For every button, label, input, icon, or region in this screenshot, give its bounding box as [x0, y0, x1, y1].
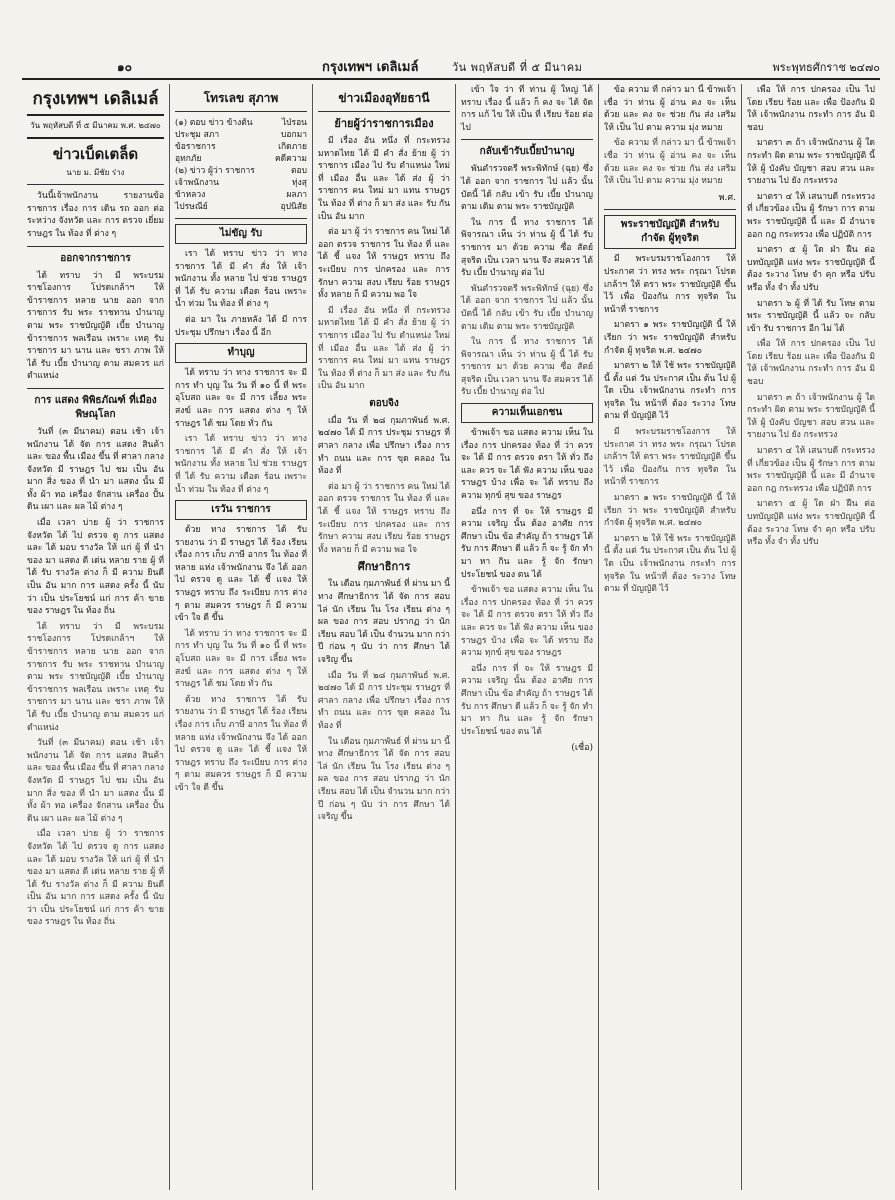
article-heading: พระราชบัญญัติ สำหรับ กำจัด ผู้ทุจริต — [604, 215, 736, 249]
article-paragraph: ข้าพเจ้า ขอ แสดง ความ เห็น ใน เรื่อง การ ปกครอง ท้อง ที่ ว่า ควร จะ ได้ มี การ ตรวจ ตรา ให้ ทั่ว ถึง และ ควร จะ ได้ ฟัง ความ เห็น ของ ราษฎร บ้าง เพื่อ จะ ได้ ทราบ ถึง ความ ทุกข์ สุข ของ ราษฎร — [461, 428, 593, 502]
article-paragraph: ใน การ นี้ ทาง ราชการ ได้ พิจารณา เห็น ว่า ท่าน ผู้ นี้ ได้ รับ ราชการ มา ด้วย ความ ซื่อ สัตย์ สุจริต เป็น เวลา นาน จึง สมควร ได้ รับ เบี้ย บำนาญ ต่อ ไป — [461, 337, 593, 398]
article-paragraph: เรา ได้ ทราบ ข่าว ว่า ทาง ราชการ ได้ มี คำ สั่ง ให้ เจ้าพนักงาน ทั้ง หลาย ไป ช่วย ราษฎร ที่ ได้ รับ ความ เดือด ร้อน เพราะ น้ำ ท่วม ใน ท้อง ที่ ต่าง ๆ — [175, 249, 307, 310]
divider — [27, 246, 164, 247]
column-2 — [170, 84, 313, 1190]
byline: นาย ม. มีชัย ร่าง — [66, 167, 125, 177]
article-paragraph: วันที่ (๓ มีนาคม) ตอน เช้า เจ้าพนักงาน ได้ จัด การ แสดง สินค้า และ ของ พื้น เมือง ขึ้น ที่ ศาลา กลาง จังหวัด มี ราษฎร ไป ชม เป็น อัน มาก สิ่ง ของ ที่ นำ มา แสดง นั้น มี ทั้ง ผ้า ทอ เครื่อง จักสาน เครื่อง ปั้น ดิน เผา และ ผล ไม้ ต่าง ๆ — [27, 426, 164, 513]
article-paragraph: มี พระบรมราชโองการ ให้ ประกาศ ว่า ทรง พระ กรุณา โปรดเกล้าฯ ให้ ตรา พระ ราชบัญญัติ ขึ้น ไว้ เพื่อ ป้องกัน การ ทุจริต ใน หน้าที่ ราชการ — [604, 254, 736, 315]
divider — [27, 137, 164, 139]
column-5 — [599, 84, 742, 1190]
masthead — [22, 52, 880, 80]
article-paragraph: ข้าพเจ้า ขอ แสดง ความ เห็น ใน เรื่อง การ ปกครอง ท้อง ที่ ว่า ควร จะ ได้ มี การ ตรวจ ตรา ให้ ทั่ว ถึง และ ควร จะ ได้ ฟัง ความ เห็น ของ ราษฎร บ้าง เพื่อ จะ ได้ ทราบ ถึง ความ ทุกข์ สุข ของ ราษฎร — [461, 585, 593, 659]
divider — [318, 111, 450, 112]
divider — [175, 218, 307, 219]
article-paragraph: ใน เดือน กุมภาพันธ์ ที่ ผ่าน มา นี้ ทาง ศึกษาธิการ ได้ จัด การ สอบ ไล่ นัก เรียน ใน โรง เรียน ต่าง ๆ ผล ของ การ สอบ ปรากฏ ว่า นัก เรียน สอบ ได้ เป็น จำนวน มาก กว่า ปี ก่อน ๆ นับ ว่า การ ศึกษา ได้ เจริญ ขึ้น — [318, 736, 450, 823]
columns — [22, 84, 880, 1190]
article-heading: ออกจากราชการ — [60, 252, 131, 264]
paper-title: กรุงเทพฯ เดลิเมล์ — [32, 89, 159, 109]
paper-name: กรุงเทพฯ เดลิเมล์ — [322, 60, 419, 75]
article-heading: โทรเลข สุภาพ — [203, 91, 279, 105]
article-paragraph: เมื่อ เวลา บ่าย ผู้ ว่า ราชการ จังหวัด ได้ ไป ตรวจ ดู การ แสดง และ ได้ มอบ รางวัล ให้ แก่ ผู้ ที่ นำ ของ มา แสดง ดี เด่น หลาย ราย ผู้ ที่ ได้ รับ รางวัล ต่าง ก็ มี ความ ยินดี เป็น อัน มาก การ แสดง ครั้ง นี้ นับ ว่า เป็น ประโยชน์ แก่ การ ค้า ขาย ของ ราษฎร ใน ท้อง ถิ่น — [27, 518, 164, 617]
article-paragraph: ใน การ นี้ ทาง ราชการ ได้ พิจารณา เห็น ว่า ท่าน ผู้ นี้ ได้ รับ ราชการ มา ด้วย ความ ซื่อ สัตย์ สุจริต เป็น เวลา นาน จึง สมควร ได้ รับ เบี้ย บำนาญ ต่อ ไป — [461, 217, 593, 279]
divider — [27, 184, 164, 185]
article-paragraph: ด้วย ทาง ราชการ ได้ รับ รายงาน ว่า มี ราษฎร ได้ ร้อง เรียน เรื่อง การ เก็บ ภาษี อากร ใน ท้อง ที่ หลาย แห่ง เจ้าพนักงาน จึง ได้ ออก ไป ตรวจ ดู และ ได้ ชี้ แจง ให้ ราษฎร ทราบ ถึง ระเบียบ การ ต่าง ๆ ตาม สมควร ราษฎร ก็ มี ความ เข้า ใจ ดี ขึ้น — [175, 525, 307, 624]
list-item: ข้อราชการ เกิดภาย — [175, 142, 307, 152]
list-item: อุทกภัย คดีความ — [175, 154, 307, 164]
article-paragraph: เข้า ใจ ว่า ที่ ท่าน ผู้ ใหญ่ ได้ ทราบ เรื่อง นี้ แล้ว ก็ คง จะ ได้ จัด การ แก้ ไข ให้ เป็น ที่ เรียบ ร้อย ต่อ ไป — [461, 85, 593, 133]
article-heading: เรวัน ราชการ — [175, 500, 307, 520]
article-paragraph: มาตรา ๒ ให้ ใช้ พระ ราชบัญญัติ นี้ ตั้ง แต่ วัน ประกาศ เป็น ต้น ไป ผู้ ใด เป็น เจ้าพนักงาน กระทำ การ ทุจริต ใน หน้าที่ ต้อง ระวาง โทษ ตาม ที่ บัญญัติ ไว้ — [604, 361, 736, 422]
telegram-list — [175, 117, 307, 213]
article-paragraph: มาตรา ๔ ให้ เสนาบดี กระทรวง ที่ เกี่ยวข้อง เป็น ผู้ รักษา การ ตาม พระ ราชบัญญัติ นี้ และ มี อำนาจ ออก กฎ กระทรวง เพื่อ ปฏิบัติ การ — [747, 446, 875, 494]
article-paragraph: ต่อ มา ผู้ ว่า ราชการ คน ใหม่ ได้ ออก ตรวจ ราชการ ใน ท้อง ที่ และ ได้ ชี้ แจง ให้ ราษฎร ทราบ ถึง ระเบียบ การ ปกครอง และ การ รักษา ความ สงบ เรียบ ร้อย ราษฎร ทั้ง หลาย ก็ มี ความ พอ ใจ — [318, 481, 451, 555]
article-paragraph: ได้ ทราบ ว่า มี พระบรมราชโองการ โปรดเกล้าฯ ให้ข้าราชการ หลาย นาย ออก จาก ราชการ รับ พระ ราชทาน บำนาญ ตาม พระ ราชบัญญัติ เบี้ย บำนาญ ข้าราชการ พลเรือน เพราะ เหตุ รับ ราชการ มา นาน และ ชรา ภาพ ให้ ได้ รับ เบี้ย บำนาญ ตาม สมควร แก่ ตำแหน่ง — [27, 270, 164, 382]
article-heading: กลับเข้ารับเบี้ยบำนาญ — [479, 146, 575, 158]
issue-date: วัน พฤหัสบดี ที่ ๕ มีนาคม — [452, 61, 583, 74]
list-item: (๒) ข่าว ผู้ว่า ราชการ ตอบ — [175, 166, 307, 176]
signature: (เชื่อ) — [571, 743, 593, 754]
article-paragraph: อนึ่ง การ ที่ จะ ให้ ราษฎร มี ความ เจริญ นั้น ต้อง อาศัย การ ศึกษา เป็น ข้อ สำคัญ ถ้า ราษฎร ได้ รับ การ ศึกษา ดี แล้ว ก็ จะ รู้ จัก ทำ มา หา กิน และ รู้ จัก รักษา ประโยชน์ ของ ตน ได้ — [461, 506, 593, 580]
article-paragraph: มาตรา ๓ ถ้า เจ้าพนักงาน ผู้ ใด กระทำ ผิด ตาม พระ ราชบัญญัติ นี้ ให้ ผู้ บังคับ บัญชา สอบ สวน และ รายงาน ไป ยัง กระทรวง — [747, 392, 875, 441]
article-paragraph: มี พระบรมราชโองการ ให้ ประกาศ ว่า ทรง พระ กรุณา โปรดเกล้าฯ ให้ ตรา พระ ราชบัญญัติ ขึ้น ไว้ เพื่อ ป้องกัน การ ทุจริต ใน หน้าที่ ราชการ — [604, 427, 736, 488]
signature: พ.ศ. — [718, 192, 736, 203]
article-paragraph: ข้อ ความ ที่ กล่าว มา นี้ ข้าพเจ้า เชื่อ ว่า ท่าน ผู้ อ่าน คง จะ เห็น ด้วย และ คง จะ ช่วย กัน ส่ง เสริม ให้ เป็น ไป ตาม ความ มุ่ง หมาย — [604, 138, 736, 187]
article-paragraph: ได้ ทราบ ว่า ทาง ราชการ จะ มี การ ทำ บุญ ใน วัน ที่ ๑๐ นี้ ที่ พระ อุโบสถ และ จะ มี การ เลี้ยง พระ สงฆ์ และ การ แสดง ต่าง ๆ ให้ ราษฎร ได้ ชม โดย ทั่ว กัน — [175, 368, 307, 429]
article-paragraph: ต่อ มา ใน ภายหลัง ได้ มี การ ประชุม ปรึกษา เรื่อง นี้ อีก — [175, 314, 307, 338]
article-paragraph: มี เรื่อง อัน หนึ่ง ที่ กระทรวง มหาดไทย ได้ มี คำ สั่ง ย้าย ผู้ ว่า ราชการ เมือง ไป รับ ตำแหน่ง ใหม่ ที่ เมือง อื่น และ ได้ ส่ง ผู้ ว่า ราชการ คน ใหม่ มา แทน ราษฎร ใน ท้อง ที่ ต่าง ก็ มา ส่ง และ รับ กัน เป็น อัน มาก — [318, 305, 450, 392]
article-paragraph: เมื่อ เวลา บ่าย ผู้ ว่า ราชการ จังหวัด ได้ ไป ตรวจ ดู การ แสดง และ ได้ มอบ รางวัล ให้ แก่ ผู้ ที่ นำ ของ มา แสดง ดี เด่น หลาย ราย ผู้ ที่ ได้ รับ รางวัล ต่าง ก็ มี ความ ยินดี เป็น อัน มาก การ แสดง ครั้ง นี้ นับ ว่า เป็น ประโยชน์ แก่ การ ค้า ขาย ของ ราษฎร ใน ท้อง ถิ่น — [27, 829, 164, 928]
article-paragraph: มี เรื่อง อัน หนึ่ง ที่ กระทรวง มหาดไทย ได้ มี คำ สั่ง ย้าย ผู้ ว่า ราชการ เมือง ไป รับ ตำแหน่ง ใหม่ ที่ เมือง อื่น และ ได้ ส่ง ผู้ ว่า ราชการ คน ใหม่ มา แทน ราษฎร ใน ท้อง ที่ ต่าง ก็ มา ส่ง และ รับ กัน เป็น อัน มาก — [318, 136, 450, 222]
article-paragraph: เพื่อ ให้ การ ปกครอง เป็น ไป โดย เรียบ ร้อย และ เพื่อ ป้องกัน มิ ให้ เจ้าพนักงาน กระทำ การ อัน มิ ชอบ — [747, 85, 875, 133]
column-1 — [22, 84, 170, 1190]
divider — [604, 209, 736, 210]
list-item: (๑) ตอบ ข่าว ข้างต้น ไป่รอน — [175, 118, 307, 128]
article-paragraph: มาตรา ๓ ถ้า เจ้าพนักงาน ผู้ ใด กระทำ ผิด ตาม พระ ราชบัญญัติ นี้ ให้ ผู้ บังคับ บัญชา สอบ สวน และ รายงาน ไป ยัง กระทรวง — [747, 138, 875, 187]
article-heading: ข่าวเมืองอุทัยธานี — [338, 91, 430, 105]
article-paragraph: เรา ได้ ทราบ ข่าว ว่า ทาง ราชการ ได้ มี คำ สั่ง ให้ เจ้าพนักงาน ทั้ง หลาย ไป ช่วย ราษฎร ที่ ได้ รับ ความ เดือด ร้อน เพราะ น้ำ ท่วม ใน ท้อง ที่ ต่าง ๆ — [175, 434, 307, 495]
issue-year: พระพุทธศักราช ๒๔๗๐ — [772, 61, 880, 74]
page-number: ๑๐ — [117, 60, 132, 74]
article-paragraph: เมื่อ วัน ที่ ๒๘ กุมภาพันธ์ พ.ศ. ๒๔๗๐ ได้ มี การ ประชุม ราษฎร ที่ ศาลา กลาง เพื่อ ปรึกษา เรื่อง การ ทำ ถนน และ การ ขุด คลอง ใน ท้อง ที่ — [318, 670, 450, 731]
article-heading: ตอบจิง — [369, 397, 399, 409]
article-paragraph: ด้วย ทาง ราชการ ได้ รับ รายงาน ว่า มี ราษฎร ได้ ร้อง เรียน เรื่อง การ เก็บ ภาษี อากร ใน ท้อง ที่ หลาย แห่ง เจ้าพนักงาน จึง ได้ ออก ไป ตรวจ ดู และ ได้ ชี้ แจง ให้ ราษฎร ทราบ ถึง ระเบียบ การ ต่าง ๆ ตาม สมควร ราษฎร ก็ มี ความ เข้า ใจ ดี ขึ้น — [175, 694, 307, 793]
article-paragraph: พันตำรวจตรี พระพิทักษ์ (ฉุย) ซึ่ง ได้ ออก จาก ราชการ ไป แล้ว นั้น บัดนี้ ได้ กลับ เข้า รับ เบี้ย บำนาญ ตาม เดิม ตาม พระ ราชบัญญัติ — [461, 283, 593, 332]
article-paragraph: มาตรา ๑ พระ ราชบัญญัติ นี้ ให้ เรียก ว่า พระ ราชบัญญัติ สำหรับ กำจัด ผู้ ทุจริต พ.ศ. ๒๔๗๐ — [604, 320, 736, 356]
article-paragraph: มาตรา ๔ ให้ เสนาบดี กระทรวง ที่ เกี่ยวข้อง เป็น ผู้ รักษา การ ตาม พระ ราชบัญญัติ นี้ และ มี อำนาจ ออก กฎ กระทรวง เพื่อ ปฏิบัติ การ — [747, 191, 875, 240]
article-paragraph: ข้อ ความ ที่ กล่าว มา นี้ ข้าพเจ้า เชื่อ ว่า ท่าน ผู้ อ่าน คง จะ เห็น ด้วย และ คง จะ ช่วย กัน ส่ง เสริม ให้ เป็น ไป ตาม ความ มุ่ง หมาย — [604, 85, 736, 133]
article-paragraph: มาตรา ๑ พระ ราชบัญญัติ นี้ ให้ เรียก ว่า พระ ราชบัญญัติ สำหรับ กำจัด ผู้ ทุจริต พ.ศ. ๒๔๗๐ — [604, 493, 736, 529]
article-heading: ย้ายผู้ว่าราชการเมือง — [334, 117, 434, 130]
divider — [27, 114, 164, 116]
list-item: ไปรษณีย์ อุปนิสัย — [175, 202, 307, 212]
divider — [461, 139, 593, 140]
list-item: ประชุม สภา บอกมา — [175, 130, 307, 140]
article-paragraph: ได้ ทราบ ว่า ทาง ราชการ จะ มี การ ทำ บุญ ใน วัน ที่ ๑๐ นี้ ที่ พระ อุโบสถ และ จะ มี การ เลี้ยง พระ สงฆ์ และ การ แสดง ต่าง ๆ ให้ ราษฎร ได้ ชม โดย ทั่ว กัน — [175, 628, 307, 690]
article-paragraph: มาตรา ๕ ผู้ ใด ฝ่า ฝืน ต่อ บทบัญญัติ แห่ง พระ ราชบัญญัติ นี้ ต้อง ระวาง โทษ จำ คุก หรือ ปรับ หรือ ทั้ง จำ ทั้ง ปรับ — [747, 499, 875, 548]
article-paragraph: อนึ่ง การ ที่ จะ ให้ ราษฎร มี ความ เจริญ นั้น ต้อง อาศัย การ ศึกษา เป็น ข้อ สำคัญ ถ้า ราษฎร ได้ รับ การ ศึกษา ดี แล้ว ก็ จะ รู้ จัก ทำ มา หา กิน และ รู้ จัก รักษา ประโยชน์ ของ ตน ได้ — [461, 663, 593, 737]
article-paragraph: ต่อ มา ผู้ ว่า ราชการ คน ใหม่ ได้ ออก ตรวจ ราชการ ใน ท้อง ที่ และ ได้ ชี้ แจง ให้ ราษฎร ทราบ ถึง ระเบียบ การ ปกครอง และ การ รักษา ความ สงบ เรียบ ร้อย ราษฎร ทั้ง หลาย ก็ มี ความ พอ ใจ — [318, 227, 451, 301]
article-paragraph: มาตรา ๒ ให้ ใช้ พระ ราชบัญญัติ นี้ ตั้ง แต่ วัน ประกาศ เป็น ต้น ไป ผู้ ใด เป็น เจ้าพนักงาน กระทำ การ ทุจริต ใน หน้าที่ ต้อง ระวาง โทษ ตาม ที่ บัญญัติ ไว้ — [604, 533, 736, 595]
column-3 — [313, 84, 456, 1190]
column-4 — [456, 84, 599, 1190]
list-item: เจ้าพนักงาน ทุ่งสุ — [175, 178, 307, 188]
article-paragraph: มาตรา ๕ ผู้ ใด ฝ่า ฝืน ต่อ บทบัญญัติ แห่ง พระ ราชบัญญัติ นี้ ต้อง ระวาง โทษ จำ คุก หรือ ปรับ หรือ ทั้ง จำ ทั้ง ปรับ — [747, 245, 875, 293]
dateline: วัน พฤหัสบดี ที่ ๕ มีนาคม พ.ศ. ๒๔๗๐ — [30, 121, 161, 130]
article-heading: การ แสดง พิพิธภัณฑ์ ที่เมืองพิษณุโลก — [34, 394, 157, 420]
article-paragraph: ได้ ทราบ ว่า มี พระบรมราชโองการ โปรดเกล้าฯ ให้ข้าราชการ หลาย นาย ออก จาก ราชการ รับ พระ ราชทาน บำนาญ ตาม พระ ราชบัญญัติ เบี้ย บำนาญ ข้าราชการ พลเรือน เพราะ เหตุ รับ ราชการ มา นาน และ ชรา ภาพ ให้ ได้ รับ เบี้ย บำนาญ ตาม สมควร แก่ ตำแหน่ง — [27, 621, 164, 733]
article-paragraph: ใน เดือน กุมภาพันธ์ ที่ ผ่าน มา นี้ ทาง ศึกษาธิการ ได้ จัด การ สอบ ไล่ นัก เรียน ใน โรง เรียน ต่าง ๆ ผล ของ การ สอบ ปรากฏ ว่า นัก เรียน สอบ ได้ เป็น จำนวน มาก กว่า ปี ก่อน ๆ นับ ว่า การ ศึกษา ได้ เจริญ ขึ้น — [318, 579, 450, 665]
divider — [27, 388, 164, 389]
article-heading: ศึกษาธิการ — [357, 560, 411, 574]
section-heading: ข่าวเบ็ดเตล็ด — [52, 144, 139, 163]
article-heading: ไม่ขัญ รับ — [175, 224, 307, 244]
article-paragraph: เพื่อ ให้ การ ปกครอง เป็น ไป โดย เรียบ ร้อย และ เพื่อ ป้องกัน มิ ให้ เจ้าพนักงาน กระทำ การ อัน มิ ชอบ — [747, 339, 875, 388]
article-paragraph: เมื่อ วัน ที่ ๒๘ กุมภาพันธ์ พ.ศ. ๒๔๗๐ ได้ มี การ ประชุม ราษฎร ที่ ศาลา กลาง เพื่อ ปรึกษา เรื่อง การ ทำ ถนน และ การ ขุด คลอง ใน ท้อง ที่ — [318, 415, 450, 477]
list-item: ข้าหลวง ผลภา — [175, 190, 307, 200]
article-heading: ทำบุญ — [175, 343, 307, 363]
divider — [175, 111, 307, 112]
article-paragraph: วันนี้เจ้าพนักงาน รายงานข้อราชการ เรื่อง การ เดิน รถ ออก ต่อ ระหว่าง จังหวัด และ การ ตรวจ เยี่ยม ราษฎร ใน ท้อง ที่ ต่าง ๆ — [27, 191, 164, 239]
article-paragraph: มาตรา ๖ ผู้ ที่ ได้ รับ โทษ ตาม พระ ราชบัญญัติ นี้ แล้ว จะ กลับ เข้า รับ ราชการ อีก ไม่ ได้ — [747, 298, 875, 334]
column-6 — [742, 84, 880, 1190]
article-heading: ความเห็นเอกชน — [461, 403, 593, 423]
article-paragraph: พันตำรวจตรี พระพิทักษ์ (ฉุย) ซึ่ง ได้ ออก จาก ราชการ ไป แล้ว นั้น บัดนี้ ได้ กลับ เข้า รับ เบี้ย บำนาญ ตาม เดิม ตาม พระ ราชบัญญัติ — [461, 164, 593, 213]
article-paragraph: วันที่ (๓ มีนาคม) ตอน เช้า เจ้าพนักงาน ได้ จัด การ แสดง สินค้า และ ของ พื้น เมือง ขึ้น ที่ ศาลา กลาง จังหวัด มี ราษฎร ไป ชม เป็น อัน มาก สิ่ง ของ ที่ นำ มา แสดง นั้น มี ทั้ง ผ้า ทอ เครื่อง จักสาน เครื่อง ปั้น ดิน เผา และ ผล ไม้ ต่าง ๆ — [27, 738, 164, 824]
